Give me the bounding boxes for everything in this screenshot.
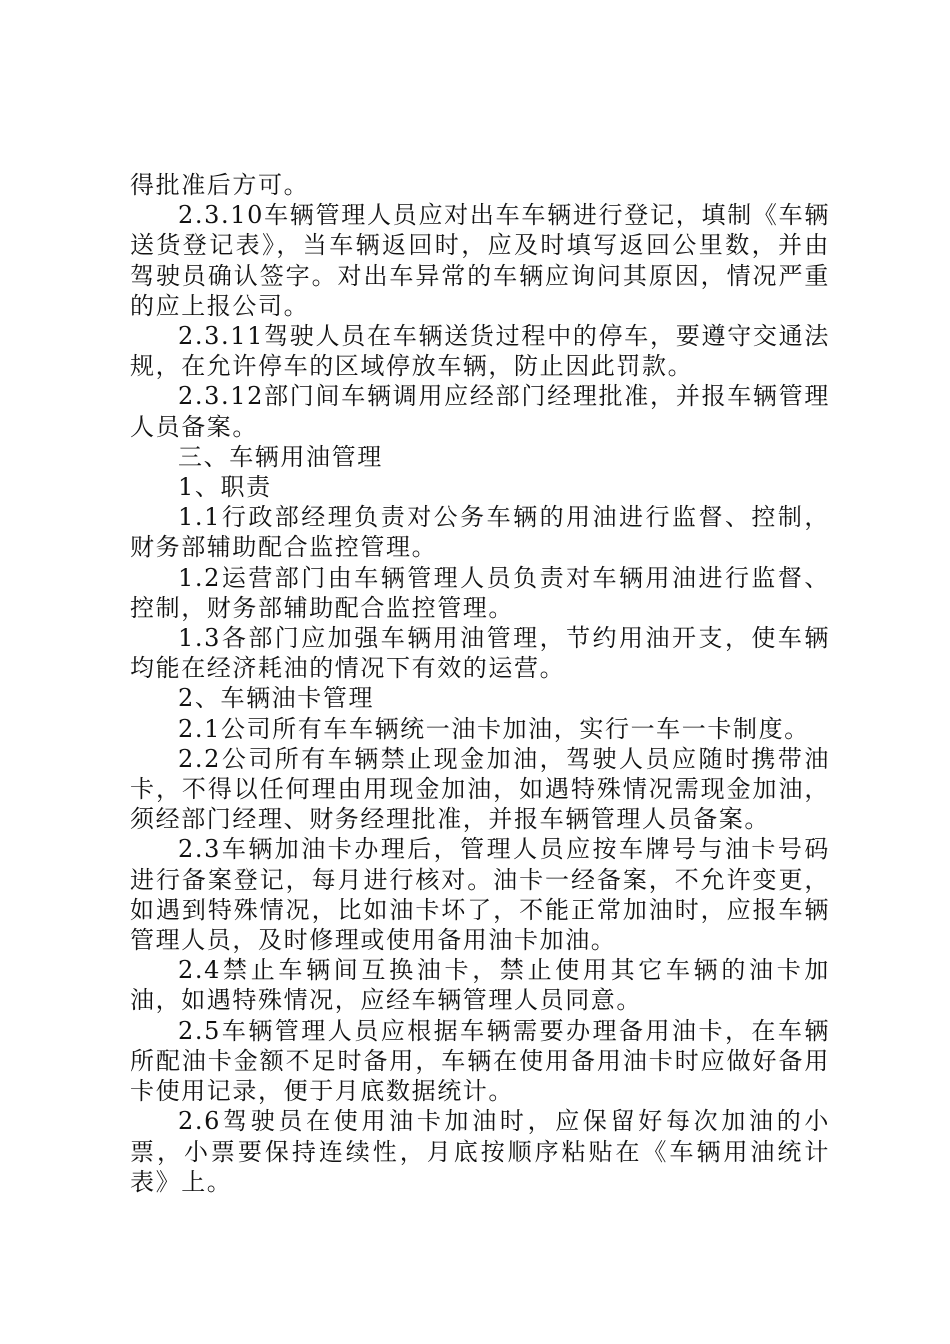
paragraph-2-4: 2.4禁止车辆间互换油卡，禁止使用其它车辆的油卡加油，如遇特殊情况，应经车辆管理人员同意。: [130, 956, 830, 1015]
paragraph-2-2: 2.2公司所有车辆禁止现金加油，驾驶人员应随时携带油卡，不得以任何理由用现金加油，如遇特殊情况需现金加油，须经部门经理、财务经理批准，并报车辆管理人员备案。: [130, 744, 830, 834]
subsection-heading-responsibilities: 1、职责: [178, 473, 272, 502]
paragraph-1-1: 1.1行政部经理负责对公务车辆的用油进行监督、控制，财务部辅助配合监控管理。: [130, 503, 830, 562]
paragraph-2-5: 2.5车辆管理人员应根据车辆需要办理备用油卡，在车辆所配油卡金额不足时备用，车辆在使用备用油卡时应做好备用卡使用记录，便于月底数据统计。: [130, 1016, 830, 1106]
document-page: [130, 170, 830, 1197]
paragraph-continuation: 得批准后方可。: [130, 171, 310, 199]
paragraph-2-3-11: 2.3.11驾驶人员在车辆送货过程中的停车，要遵守交通法规，在允许停车的区域停放车辆，防止因此罚款。: [130, 322, 830, 381]
section-heading-fuel-management: 三、车辆用油管理: [178, 442, 383, 471]
paragraph-1-2: 1.2运营部门由车辆管理人员负责对车辆用油进行监督、控制，财务部辅助配合监控管理。: [130, 563, 830, 622]
paragraph-1-3: 1.3各部门应加强车辆用油管理，节约用油开支，使车辆均能在经济耗油的情况下有效的运营。: [130, 624, 830, 683]
paragraph-2-3-10: 2.3.10车辆管理人员应对出车车辆进行登记，填制《车辆送货登记表》，当车辆返回时，应及时填写返回公里数，并由驾驶员确认签字。对出车异常的车辆应询问其原因，情况严重的应上报公司。: [130, 201, 830, 320]
paragraph-2-3: 2.3车辆加油卡办理后，管理人员应按车牌号与油卡号码进行备案登记，每月进行核对。油卡一经备案，不允许变更，如遇到特殊情况，比如油卡坏了，不能正常加油时，应报车辆管理人员，及时修理或使用备用油卡加油。: [130, 835, 830, 955]
paragraph-2-3-12: 2.3.12部门间车辆调用应经部门经理批准，并报车辆管理人员备案。: [130, 382, 830, 441]
paragraph-2-1: 2.1公司所有车车辆统一油卡加油，实行一车一卡制度。: [178, 714, 810, 743]
paragraph-2-6: 2.6驾驶员在使用油卡加油时，应保留好每次加油的小票，小票要保持连续性，月底按顺序粘贴在《车辆用油统计表》上。: [130, 1107, 830, 1196]
subsection-heading-fuel-card: 2、车辆油卡管理: [178, 684, 375, 713]
